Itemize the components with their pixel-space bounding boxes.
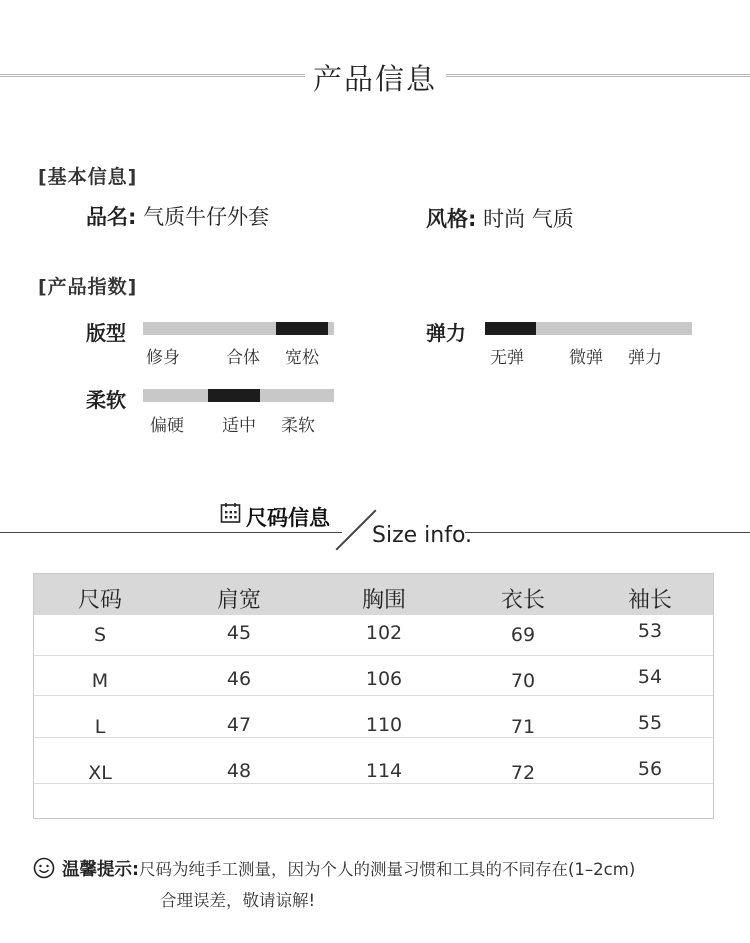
size-info-title: 尺码信息 (246, 506, 330, 530)
size-info-subtitle: Size info. (372, 523, 473, 548)
row-divider (34, 695, 713, 696)
page-title: 产品信息 (312, 62, 437, 96)
table-cell: L (94, 716, 106, 738)
product-name-key: 品名: (86, 205, 137, 229)
row-divider (34, 737, 713, 738)
product-name-value: 气质牛仔外套 (143, 205, 270, 229)
product-index-label: [产品指数] (38, 276, 138, 298)
product-name (86, 201, 269, 231)
smiley-icon (33, 857, 55, 879)
col-header-shoulder: 肩宽 (216, 588, 262, 613)
table-cell: 114 (365, 760, 403, 782)
table-cell: 47 (226, 714, 252, 736)
table-cell: M (91, 670, 109, 692)
table-cell: 48 (226, 760, 252, 782)
fit-bar-indicator (276, 322, 328, 335)
row-divider (34, 655, 713, 656)
basic-info-label: [基本信息] (38, 166, 138, 188)
table-cell: S (93, 624, 107, 646)
product-style-key: 风格: (426, 207, 477, 231)
table-cell: 55 (637, 712, 663, 734)
elastic-tick-slight: 微弹 (569, 348, 603, 368)
col-header-sleeve: 袖长 (627, 588, 673, 613)
tip-text-2: 合理误差，敬请谅解! (160, 891, 316, 910)
row-divider (34, 783, 713, 784)
softness-tick-medium: 适中 (222, 416, 256, 436)
softness-label: 柔软 (86, 388, 126, 412)
table-cell: 69 (510, 624, 536, 646)
softness-tick-soft: 柔软 (281, 416, 315, 436)
size-table (33, 573, 714, 819)
table-cell: 45 (226, 622, 252, 644)
table-cell: 72 (510, 762, 536, 784)
fit-tick-regular: 合体 (226, 348, 260, 368)
tip-line-1 (62, 856, 635, 881)
elastic-bar (485, 322, 692, 335)
size-table-header (34, 574, 713, 615)
fit-tick-slim: 修身 (146, 348, 180, 368)
fit-tick-loose: 宽松 (285, 348, 319, 368)
elastic-tick-stretch: 弹力 (628, 348, 662, 368)
calendar-icon (220, 502, 242, 524)
table-cell: 53 (637, 620, 663, 642)
fit-bar (143, 322, 334, 335)
size-rule-left (0, 532, 342, 533)
table-cell: 106 (365, 668, 403, 690)
table-cell: 56 (637, 758, 663, 780)
size-rule-right (465, 532, 750, 533)
table-cell: 110 (365, 714, 403, 736)
table-cell: XL (88, 762, 112, 784)
softness-bar (143, 389, 334, 402)
elastic-tick-none: 无弹 (490, 348, 524, 368)
table-cell: 71 (510, 716, 536, 738)
col-header-size: 尺码 (77, 588, 123, 613)
elastic-label: 弹力 (426, 321, 466, 345)
size-divider-slash (335, 509, 376, 550)
tip-text-1: 尺码为纯手工测量，因为个人的测量习惯和工具的不同存在(1–2cm) (139, 860, 636, 879)
elastic-bar-indicator (485, 322, 536, 335)
product-style (426, 203, 574, 233)
col-header-chest: 胸围 (361, 588, 407, 613)
table-cell: 70 (510, 670, 536, 692)
table-cell: 54 (637, 666, 663, 688)
fit-label: 版型 (86, 321, 126, 345)
col-header-length: 衣长 (500, 588, 546, 613)
product-style-value: 时尚 气质 (483, 207, 574, 231)
tip-label: 温馨提示: (62, 860, 139, 880)
softness-tick-hard: 偏硬 (150, 416, 184, 436)
table-cell: 102 (365, 622, 403, 644)
softness-bar-indicator (208, 389, 260, 402)
table-cell: 46 (226, 668, 252, 690)
